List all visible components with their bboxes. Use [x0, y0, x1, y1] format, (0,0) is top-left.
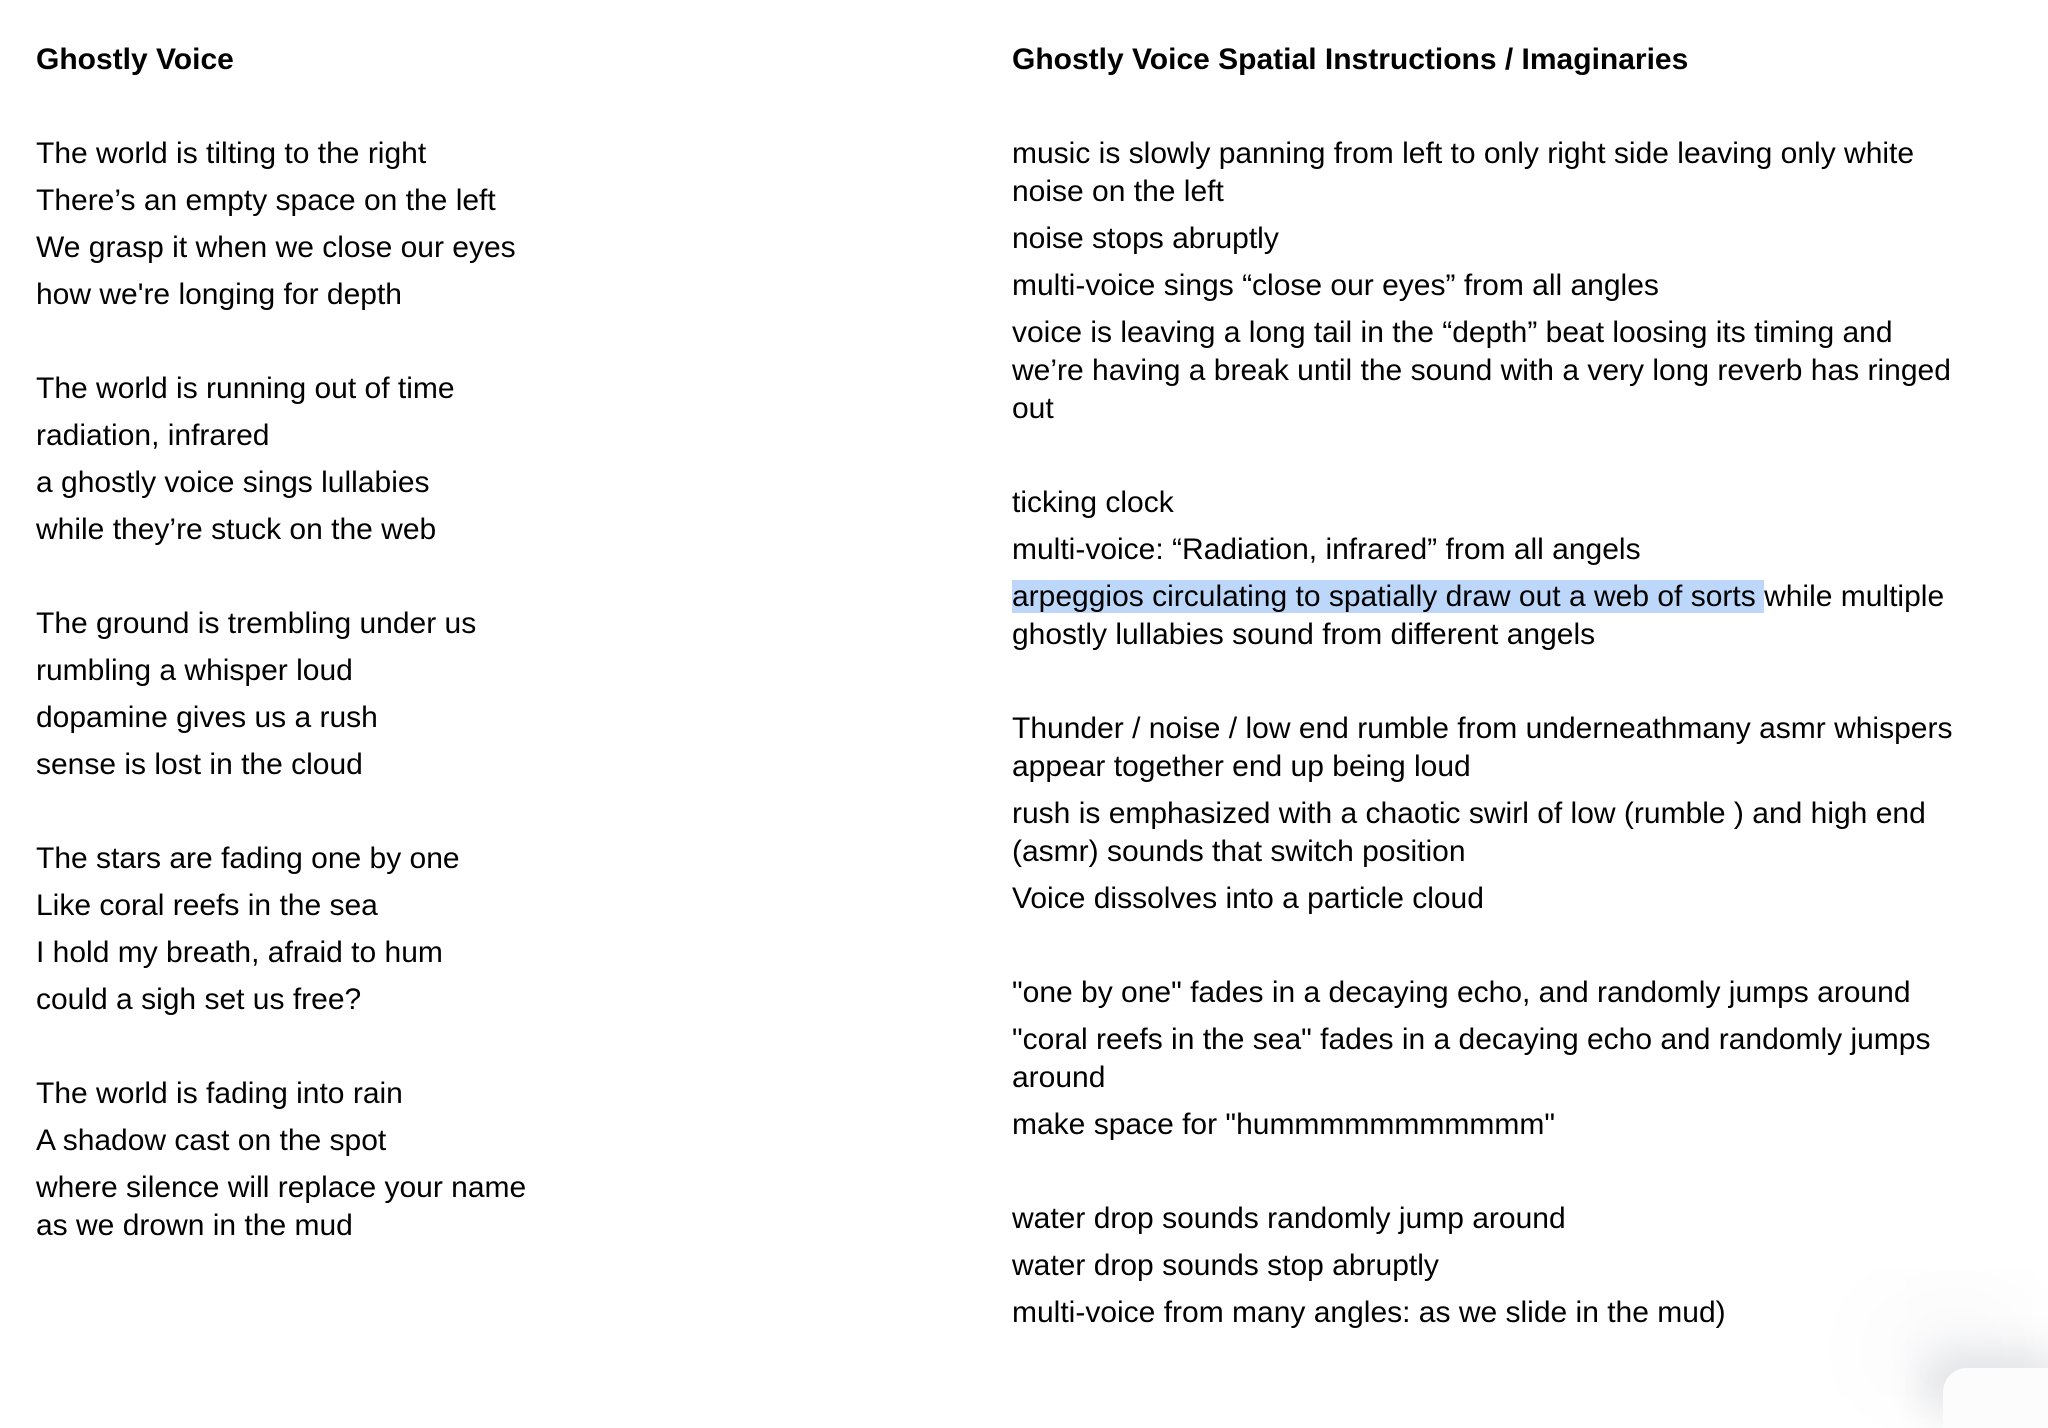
paragraph: [36, 135, 656, 173]
text-segment: appear together end up being loud: [1012, 750, 1471, 783]
instruction-line: [1012, 974, 2022, 1012]
blank-line: [1012, 437, 2022, 475]
text-segment: multi-voice: “Radiation, infrared” from all angels: [1012, 533, 1641, 566]
text-segment: ticking clock: [1012, 486, 1174, 519]
text-segment: The world is tilting to the right: [36, 137, 427, 170]
poem-line: [36, 511, 656, 549]
paragraph: [1012, 484, 2022, 522]
paragraph: [36, 464, 656, 502]
instruction-line: [1012, 531, 2022, 569]
paragraph: [1012, 267, 2022, 305]
instruction-line: [1012, 710, 2022, 748]
paragraph: [1012, 1106, 2022, 1144]
text-segment: we’re having a break until the sound with a very long reverb has ringed: [1012, 354, 1951, 387]
instructions-column: [1012, 41, 2022, 1341]
text-segment: The ground is trembling under us: [36, 607, 477, 640]
highlighted-text: arpeggios circulating to spatially draw out a web of sorts: [1012, 580, 1765, 613]
instruction-line: [1012, 267, 2022, 305]
instruction-line: [1012, 314, 2022, 352]
text-segment: rush is emphasized with a chaotic swirl of low (rumble ) and high end: [1012, 797, 1926, 830]
poem-line: [36, 464, 656, 502]
instruction-line: [1012, 795, 2022, 833]
blank-line: [36, 1028, 656, 1066]
text-segment: noise on the left: [1012, 175, 1224, 208]
text-segment: could a sigh set us free?: [36, 983, 362, 1016]
paragraph: [1012, 1247, 2022, 1285]
text-segment: a ghostly voice sings lullabies: [36, 466, 430, 499]
poem-line: [36, 417, 656, 455]
instruction-line: [1012, 352, 2022, 390]
blank-line: [1012, 663, 2022, 701]
text-segment: how we're longing for depth: [36, 278, 402, 311]
text-segment: water drop sounds stop abruptly: [1012, 1249, 1439, 1282]
paragraph: [36, 699, 656, 737]
text-segment: as we drown in the mud: [36, 1209, 353, 1242]
blank-line: [1012, 88, 2022, 126]
instruction-line: [1012, 833, 2022, 871]
poem-line: [36, 934, 656, 972]
paragraph: [36, 370, 656, 408]
text-segment: while they’re stuck on the web: [36, 513, 437, 546]
text-segment: make space for "hummmmmmmmmmm": [1012, 1108, 1555, 1141]
poem-line: [36, 1169, 656, 1207]
text-segment: music is slowly panning from left to only right side leaving only white: [1012, 137, 1915, 170]
paragraph: [36, 511, 656, 549]
text-segment: We grasp it when we close our eyes: [36, 231, 516, 264]
text-segment: A shadow cast on the spot: [36, 1124, 387, 1157]
poem-line: [36, 135, 656, 173]
poem-line: [36, 370, 656, 408]
text-segment: while multiple: [1764, 580, 1945, 613]
instruction-line: [1012, 880, 2022, 918]
text-segment: (asmr) sounds that switch position: [1012, 835, 1466, 868]
instruction-line: [1012, 220, 2022, 258]
instruction-line: [1012, 1021, 2022, 1059]
paragraph: [1012, 974, 2022, 1012]
paragraph: [36, 652, 656, 690]
window-corner-artifact: [1943, 1368, 2048, 1428]
lyrics-title: Ghostly Voice: [36, 43, 234, 76]
paragraph: [36, 981, 656, 1019]
instruction-line: [1012, 1247, 2022, 1285]
instruction-line: [1012, 748, 2022, 786]
text-segment: multi-voice from many angles: as we slide in the mud): [1012, 1296, 1726, 1329]
blank-line: [1012, 927, 2022, 965]
poem-line: [36, 746, 656, 784]
paragraph: [1012, 220, 2022, 258]
text-segment: around: [1012, 1061, 1106, 1094]
poem-line: [36, 1122, 656, 1160]
text-segment: There’s an empty space on the left: [36, 184, 496, 217]
paragraph: [36, 934, 656, 972]
text-segment: "coral reefs in the sea" fades in a decaying echo and randomly jumps: [1012, 1023, 1931, 1056]
poem-line: [36, 229, 656, 267]
poem-line: [36, 652, 656, 690]
poem-line: [36, 699, 656, 737]
blank-line: [1012, 1153, 2022, 1191]
paragraph: [1012, 531, 2022, 569]
text-segment: where silence will replace your name: [36, 1171, 527, 1204]
poem-line: [36, 605, 656, 643]
paragraph: [36, 887, 656, 925]
text-segment: radiation, infrared: [36, 419, 270, 452]
paragraph: [1012, 880, 2022, 918]
text-segment: multi-voice sings “close our eyes” from all angles: [1012, 269, 1659, 302]
instruction-line: [1012, 616, 2022, 654]
instruction-line: [1012, 578, 2022, 616]
text-segment: I hold my breath, afraid to hum: [36, 936, 443, 969]
paragraph: [1012, 1021, 2022, 1097]
blank-line: [36, 323, 656, 361]
paragraph: [1012, 578, 2022, 654]
paragraph: [1012, 1294, 2022, 1332]
text-segment: voice is leaving a long tail in the “depth” beat loosing its timing and: [1012, 316, 1893, 349]
instruction-line: [1012, 1106, 2022, 1144]
instruction-line: [1012, 1200, 2022, 1238]
paragraph: [1012, 1200, 2022, 1238]
text-segment: Thunder / noise / low end rumble from underneathmany asmr whispers: [1012, 712, 1953, 745]
poem-line: [36, 981, 656, 1019]
text-segment: ghostly lullabies sound from different angels: [1012, 618, 1596, 651]
text-segment: "one by one" fades in a decaying echo, and randomly jumps around: [1012, 976, 1911, 1009]
text-segment: The world is fading into rain: [36, 1077, 403, 1110]
text-segment: sense is lost in the cloud: [36, 748, 363, 781]
paragraph: [36, 1169, 656, 1245]
text-segment: noise stops abruptly: [1012, 222, 1279, 255]
poem-line: [36, 182, 656, 220]
paragraph: [36, 840, 656, 878]
text-segment: The stars are fading one by one: [36, 842, 460, 875]
poem-line: [36, 276, 656, 314]
text-segment: Voice dissolves into a particle cloud: [1012, 882, 1484, 915]
paragraph: [36, 229, 656, 267]
blank-line: [36, 558, 656, 596]
paragraph: [1012, 135, 2022, 211]
paragraph: [1012, 795, 2022, 871]
paragraph: [36, 746, 656, 784]
instruction-line: [1012, 135, 2022, 173]
paragraph: [36, 276, 656, 314]
blank-line: [36, 88, 656, 126]
blank-line: [36, 793, 656, 831]
text-segment: water drop sounds randomly jump around: [1012, 1202, 1566, 1235]
paragraph: [36, 417, 656, 455]
lyrics-body: [36, 135, 656, 1245]
instruction-line: [1012, 390, 2022, 428]
text-segment: dopamine gives us a rush: [36, 701, 378, 734]
text-segment: The world is running out of time: [36, 372, 455, 405]
paragraph: [36, 605, 656, 643]
instruction-line: [1012, 484, 2022, 522]
paragraph: [36, 1075, 656, 1113]
instructions-body: [1012, 135, 2022, 1332]
instruction-line: [1012, 173, 2022, 211]
lyrics-column: [36, 41, 656, 1254]
paragraph: [36, 1122, 656, 1160]
text-segment: rumbling a whisper loud: [36, 654, 353, 687]
text-segment: out: [1012, 392, 1054, 425]
paragraph: [36, 182, 656, 220]
instruction-line: [1012, 1294, 2022, 1332]
paragraph: [1012, 710, 2022, 786]
poem-line: [36, 1075, 656, 1113]
instruction-line: [1012, 1059, 2022, 1097]
poem-line: [36, 887, 656, 925]
poem-line: [36, 840, 656, 878]
paragraph: [1012, 314, 2022, 428]
instructions-title: Ghostly Voice Spatial Instructions / Imaginaries: [1012, 43, 1689, 76]
poem-line: [36, 1207, 656, 1245]
text-segment: Like coral reefs in the sea: [36, 889, 378, 922]
